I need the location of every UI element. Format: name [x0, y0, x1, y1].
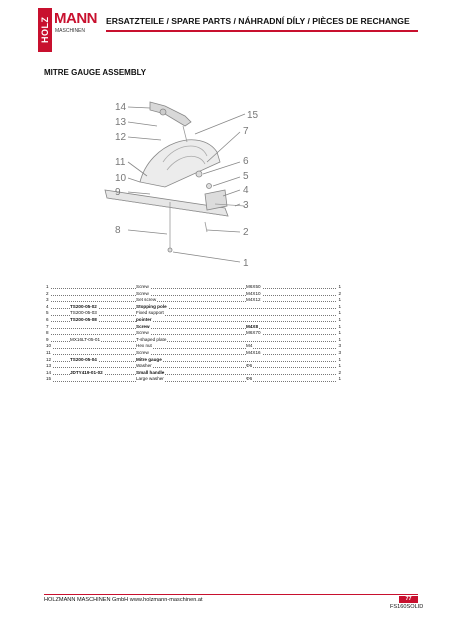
part-row — [46, 324, 342, 331]
leader-dots — [46, 295, 342, 296]
logo-holz: HOLZ — [38, 8, 52, 52]
part-qty: 1 — [338, 297, 341, 303]
part-number: 1 — [46, 284, 49, 289]
part-name: T-shaped plate — [136, 336, 167, 342]
part-code: TS200-05-08 — [70, 316, 97, 322]
part-name: Mitre gauge — [136, 356, 162, 362]
brand-logo — [38, 8, 97, 52]
part-name: Screw — [136, 323, 150, 329]
part-number: 4 — [46, 303, 49, 309]
part-spec: M4X8 — [246, 323, 259, 329]
part-code: MX16LT-05-01 — [70, 336, 101, 342]
part-code: TS200-05-03 — [70, 310, 97, 316]
part-qty: 3 — [338, 343, 341, 349]
part-qty: 1 — [338, 284, 341, 289]
leader-dots — [46, 381, 342, 382]
part-qty: 3 — [338, 349, 341, 355]
part-code: TS200-05-02 — [70, 303, 97, 309]
logo-mann: MANN — [54, 10, 97, 27]
part-number: 9 — [46, 336, 49, 342]
callout-13: 13 — [115, 117, 127, 128]
part-name: Screw — [136, 290, 149, 296]
callout-1: 1 — [243, 258, 249, 269]
part-name: pointer — [136, 316, 152, 322]
part-number: 5 — [46, 310, 49, 316]
part-name: Screw — [136, 284, 149, 289]
part-row — [46, 357, 342, 364]
part-number: 15 — [46, 376, 52, 382]
page-header-title: ERSATZTEILE / SPARE PARTS / NÁHRADNÍ DÍLY / PIÈCES DE RECHANGE — [106, 16, 410, 26]
callout-14: 14 — [115, 102, 127, 113]
section-title: MITRE GAUGE ASSEMBLY — [44, 68, 147, 77]
part-name: Washer — [136, 363, 152, 369]
part-code: JDTY419-01-02 — [70, 369, 103, 375]
part-number: 7 — [46, 323, 49, 329]
leader-dots — [46, 354, 342, 355]
parts-list — [46, 284, 342, 383]
callout-12: 12 — [115, 132, 127, 143]
part-row — [46, 363, 342, 370]
page-number: 77 — [399, 596, 418, 603]
part-spec: M4 — [246, 343, 253, 349]
part-number: 12 — [46, 356, 52, 362]
part-row — [46, 343, 342, 350]
part-spec: Φ6 — [246, 376, 253, 382]
part-row — [46, 317, 342, 324]
callout-7: 7 — [243, 126, 249, 137]
part-qty: 1 — [338, 336, 341, 342]
part-qty: 1 — [338, 316, 341, 322]
callout-5: 5 — [243, 171, 249, 182]
exploded-diagram — [95, 82, 280, 282]
part-name: Hex nut — [136, 343, 152, 349]
callout-3: 3 — [243, 200, 249, 211]
part-qty: 1 — [338, 310, 341, 316]
callout-11: 11 — [115, 157, 126, 168]
leader-dots — [46, 367, 342, 368]
part-qty: 2 — [338, 290, 341, 296]
leader-dots — [46, 348, 342, 349]
part-row — [46, 310, 342, 317]
part-name: Fixed support — [136, 310, 164, 316]
leader-dots — [46, 328, 342, 329]
part-name: Screw — [136, 330, 149, 336]
part-spec: Φ6 — [246, 363, 253, 369]
footer-company: HOLZMANN MASCHINEN GmbH www.holzmann-maschinen.at — [44, 597, 203, 603]
part-number: 13 — [46, 363, 52, 369]
leader-dots — [46, 301, 342, 302]
part-row — [46, 330, 342, 337]
part-number: 8 — [46, 330, 49, 336]
part-number: 11 — [46, 349, 51, 355]
callout-4: 4 — [243, 185, 249, 196]
part-name: Set screw — [136, 297, 157, 303]
part-row — [46, 350, 342, 357]
part-row — [46, 297, 342, 304]
part-code: TS200-05-04 — [70, 356, 97, 362]
part-row — [46, 291, 342, 298]
footer-divider — [44, 594, 418, 595]
callout-2: 2 — [243, 227, 249, 238]
part-row — [46, 337, 342, 344]
part-name: Large washer — [136, 376, 164, 382]
part-spec: M4X10 — [246, 290, 261, 296]
part-row — [46, 370, 342, 377]
leader-dots — [46, 288, 342, 289]
part-name: Stopping pole — [136, 303, 167, 309]
part-qty: 1 — [338, 376, 341, 382]
part-spec: M4X16 — [246, 349, 261, 355]
callout-6: 6 — [243, 156, 249, 167]
callout-15: 15 — [247, 110, 259, 121]
part-qty: 1 — [338, 323, 341, 329]
part-qty: 1 — [338, 356, 341, 362]
part-spec: M6X70 — [246, 330, 261, 336]
part-name: Small handle — [136, 369, 165, 375]
part-number: 14 — [46, 369, 52, 375]
part-number: 2 — [46, 290, 49, 296]
part-qty: 2 — [338, 369, 341, 375]
part-row — [46, 284, 342, 291]
part-qty: 1 — [338, 330, 341, 336]
part-row — [46, 304, 342, 311]
part-number: 6 — [46, 316, 49, 322]
part-qty: 1 — [338, 303, 341, 309]
callout-8: 8 — [115, 225, 121, 236]
part-number: 3 — [46, 297, 49, 303]
leader-dots — [46, 334, 342, 335]
callout-10: 10 — [115, 173, 127, 184]
part-row — [46, 376, 342, 383]
logo-maschinen: MASCHINEN — [55, 28, 86, 34]
part-name: Screw — [136, 349, 149, 355]
part-spec: M6X50 — [246, 284, 261, 289]
callout-9: 9 — [115, 187, 121, 198]
part-qty: 1 — [338, 363, 341, 369]
model-code: FS160SOLID — [390, 604, 424, 610]
part-spec: M4X12 — [246, 297, 261, 303]
part-number: 10 — [46, 343, 52, 349]
header-divider — [106, 30, 418, 32]
